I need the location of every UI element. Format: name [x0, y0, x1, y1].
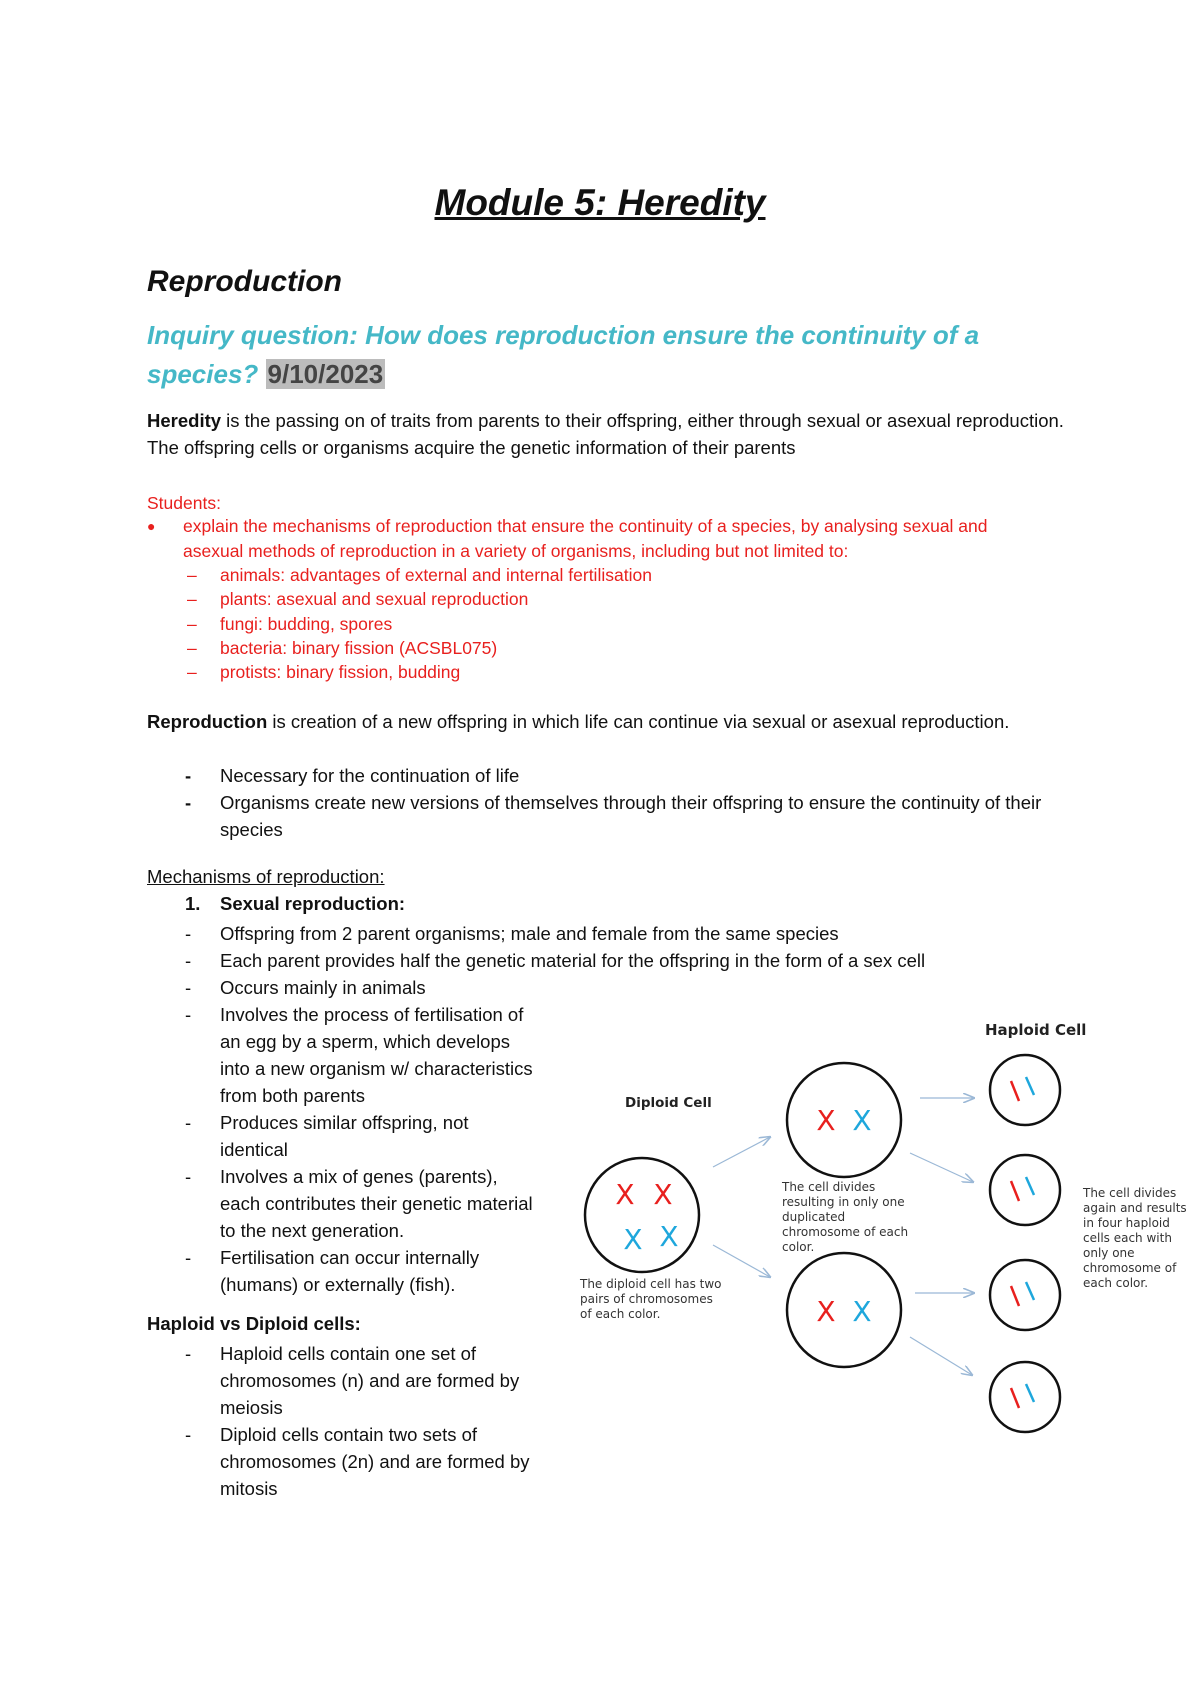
list-item: - Fertilisation can occur internally (humans) or externally (fish).: [185, 1247, 480, 1295]
list-item: - Each parent provides half the genetic material for the offspring in the form of a sex cell: [185, 950, 926, 971]
mechanisms-heading: Mechanisms of reproduction:: [147, 866, 385, 887]
svg-text:X: X: [852, 1104, 872, 1137]
reproduction-bullets: [185, 762, 1065, 843]
haploid-cell: [990, 1260, 1060, 1330]
list-item: – fungi: budding, spores: [187, 613, 393, 634]
diploid-cell: [585, 1158, 699, 1272]
haploid-cell-title: Haploid Cell: [985, 1021, 1087, 1039]
list-item: – animals: advantages of external and internal fertilisation: [187, 565, 652, 585]
syllabus-main-point: [147, 514, 1047, 564]
cell-division-diagram: [570, 1005, 1200, 1445]
diploid-caption: [579, 1277, 722, 1321]
svg-text:color.: color.: [782, 1240, 815, 1254]
sexual-reproduction-points: [185, 920, 1085, 1001]
daughter-cell-top: [787, 1063, 901, 1177]
svg-text:only one: only one: [1083, 1246, 1135, 1260]
syllabus-sub-list: [187, 563, 652, 684]
list-item: – plants: asexual and sexual reproduction: [187, 589, 529, 610]
svg-text:X: X: [816, 1104, 836, 1137]
svg-text:chromosome of each: chromosome of each: [782, 1225, 909, 1239]
list-item: – protists: binary fission, budding: [187, 662, 461, 683]
svg-text:X: X: [816, 1295, 836, 1328]
svg-text:duplicated: duplicated: [782, 1210, 846, 1224]
inquiry-question: [147, 316, 1077, 394]
svg-text:again and results: again and results: [1083, 1201, 1187, 1215]
bullet-icon: ●: [147, 518, 156, 534]
svg-text:in four haploid: in four haploid: [1083, 1216, 1170, 1230]
list-item: - Haploid cells contain one set of chromosomes (n) and are formed by meiosis: [185, 1343, 520, 1418]
reproduction-term: Reproduction: [147, 711, 268, 732]
svg-text:cells each with: cells each with: [1083, 1231, 1172, 1245]
svg-text:of each color.: of each color.: [580, 1307, 661, 1321]
list-item: - Organisms create new versions of themselves through their offspring to ensure the continuity of their species: [185, 792, 1042, 840]
sexual-reproduction-heading: 1. Sexual reproduction:: [185, 893, 406, 914]
list-item: - Occurs mainly in animals: [185, 977, 426, 998]
list-item: - Necessary for the continuation of life: [185, 765, 520, 786]
svg-text:pairs of chromosomes: pairs of chromosomes: [580, 1292, 713, 1306]
heredity-paragraph: [147, 407, 1077, 461]
svg-text:each color.: each color.: [1083, 1276, 1149, 1290]
list-item: - Involves the process of fertilisation of an egg by a sperm, which develops into a new organism w/ characteristics from both parents: [185, 1004, 533, 1106]
list-item: - Produces similar offspring, not identical: [185, 1112, 469, 1160]
haploid-cell: [990, 1362, 1060, 1432]
heredity-term: Heredity: [147, 410, 222, 431]
inquiry-text: Inquiry question: How does reproduction ensure the continuity of a species?: [147, 320, 980, 389]
haploid-diploid-heading: Haploid vs Diploid cells:: [147, 1313, 361, 1334]
svg-text:The cell divides: The cell divides: [1083, 1186, 1177, 1200]
svg-text:X: X: [653, 1178, 673, 1211]
svg-text:The diploid cell has two: The diploid cell has two: [580, 1277, 722, 1291]
haploid-cell: [990, 1155, 1060, 1225]
list-item: - Involves a mix of genes (parents), each contributes their genetic material to the next generation.: [185, 1166, 533, 1241]
divide-caption: [781, 1180, 908, 1254]
haploid-diploid-points: [185, 1340, 545, 1502]
svg-text:chromosome of: chromosome of: [1083, 1261, 1177, 1275]
list-item: - Offspring from 2 parent organisms; male and female from the same species: [185, 923, 839, 944]
haploid-cell: [990, 1055, 1060, 1125]
list-item: – bacteria: binary fission (ACSBL075): [187, 637, 498, 658]
students-label: Students:: [147, 493, 221, 513]
section-heading: Reproduction: [147, 265, 342, 298]
svg-text:X: X: [623, 1223, 643, 1256]
reproduction-definition: is creation of a new offspring in which life can continue via sexual or asexual reproduction.: [267, 711, 1010, 732]
svg-text:X: X: [659, 1220, 679, 1253]
heredity-definition: is the passing on of traits from parents to their offspring, either through sexual or asexual reproduction. The offspring cells or organisms acquire the genetic information of their parents: [147, 410, 1064, 458]
daughter-cell-bottom: [787, 1253, 901, 1367]
svg-text:X: X: [852, 1295, 872, 1328]
syllabus-main-text: explain the mechanisms of reproduction that ensure the continuity of a species, by analysing sexual and asexual methods of reproduction in a variety of organisms, including but not limited to:: [183, 516, 988, 561]
page-title: Module 5: Heredity: [434, 182, 766, 223]
diploid-cell-title: Diploid Cell: [625, 1095, 712, 1111]
list-item: - Diploid cells contain two sets of chromosomes (2n) and are formed by mitosis: [185, 1424, 530, 1499]
reproduction-paragraph: [147, 708, 1077, 735]
divide-again-caption: [1082, 1186, 1187, 1290]
svg-text:X: X: [615, 1178, 635, 1211]
inquiry-date: 9/10/2023: [267, 359, 384, 389]
svg-text:The cell divides: The cell divides: [782, 1180, 876, 1194]
svg-text:resulting in only one: resulting in only one: [782, 1195, 905, 1209]
sexual-reproduction-points-narrow: [185, 1001, 535, 1298]
